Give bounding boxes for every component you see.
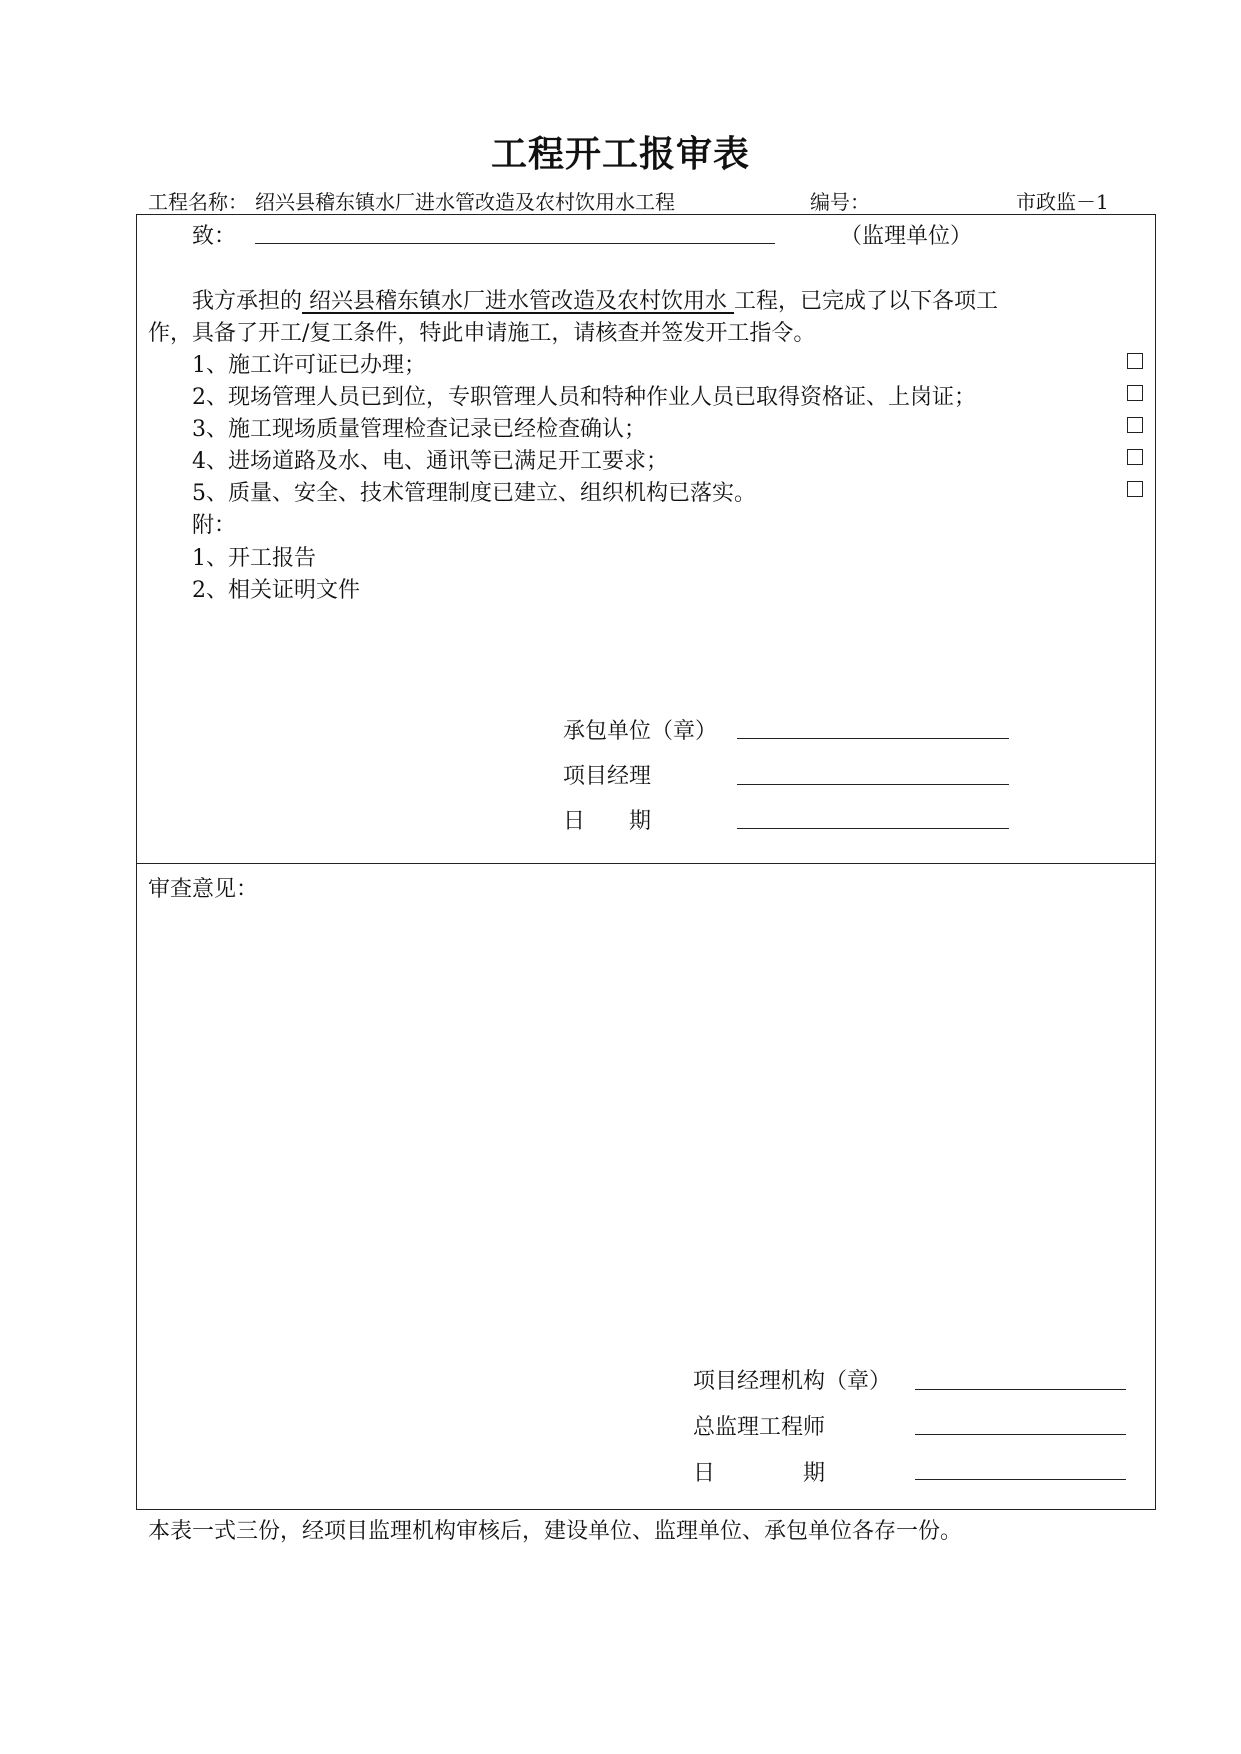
project-manager-label: 项目经理 xyxy=(563,764,652,789)
checklist-checkbox-2[interactable] xyxy=(1127,385,1143,401)
intro-prefix: 我方承担的 xyxy=(192,289,303,314)
intro-project: 绍兴县稽东镇水厂进水管改造及农村饮用水 xyxy=(302,289,735,314)
checklist-item-4: 4、进场道路及水、电、通讯等已满足开工要求； xyxy=(192,449,668,474)
project-manager-field-line[interactable] xyxy=(737,784,1009,785)
footer-note: 本表一式三份，经项目监理机构审核后，建设单位、监理单位、承包单位各存一份。 xyxy=(148,1519,963,1544)
serial-label: 编号： xyxy=(810,190,870,214)
contractor-field-line[interactable] xyxy=(737,738,1009,739)
application-date-field-line[interactable] xyxy=(737,828,1009,829)
checklist-item-1: 1、施工许可证已办理； xyxy=(192,353,426,378)
review-opinion-label: 审查意见： xyxy=(148,877,259,902)
review-date-label: 日 期 xyxy=(693,1461,826,1486)
to-field-line[interactable] xyxy=(255,243,775,244)
intro-line-2: 作，具备了开工/复工条件，特此申请施工，请核查并签发开工指令。 xyxy=(148,321,816,346)
supervision-org-field-line[interactable] xyxy=(915,1389,1126,1390)
attachment-item-2: 2、相关证明文件 xyxy=(192,578,360,603)
attachments-label: 附： xyxy=(192,513,237,538)
checklist-checkbox-3[interactable] xyxy=(1127,417,1143,433)
checklist-item-5: 5、质量、安全、技术管理制度已建立、组织机构已落实。 xyxy=(192,481,756,506)
checklist-checkbox-5[interactable] xyxy=(1127,481,1143,497)
review-date-field-line[interactable] xyxy=(915,1479,1126,1480)
to-label: 致： xyxy=(192,224,237,249)
project-name: 绍兴县稽东镇水厂进水管改造及农村饮用水工程 xyxy=(255,190,675,214)
checklist-item-2: 2、现场管理人员已到位，专职管理人员和特种作业人员已取得资格证、上岗证； xyxy=(192,385,976,410)
section-divider xyxy=(136,863,1156,864)
application-date-label: 日 期 xyxy=(563,809,652,834)
to-suffix: （监理单位） xyxy=(840,224,973,249)
intro-line-1 xyxy=(192,284,998,315)
contractor-label: 承包单位（章） xyxy=(563,719,718,744)
supervision-org-label: 项目经理机构（章） xyxy=(693,1369,892,1394)
attachment-item-1: 1、开工报告 xyxy=(192,546,316,571)
form-title: 工程开工报审表 xyxy=(490,133,750,175)
checklist-checkbox-4[interactable] xyxy=(1127,449,1143,465)
project-name-label: 工程名称： xyxy=(148,190,248,214)
intro-suffix: 工程，已完成了以下各项工 xyxy=(734,289,999,314)
checklist-item-3: 3、施工现场质量管理检查记录已经检查确认； xyxy=(192,417,646,442)
chief-engineer-label: 总监理工程师 xyxy=(693,1415,826,1440)
serial-value: 市政监－1 xyxy=(1016,190,1109,214)
checklist-checkbox-1[interactable] xyxy=(1127,353,1143,369)
chief-engineer-field-line[interactable] xyxy=(915,1434,1126,1435)
